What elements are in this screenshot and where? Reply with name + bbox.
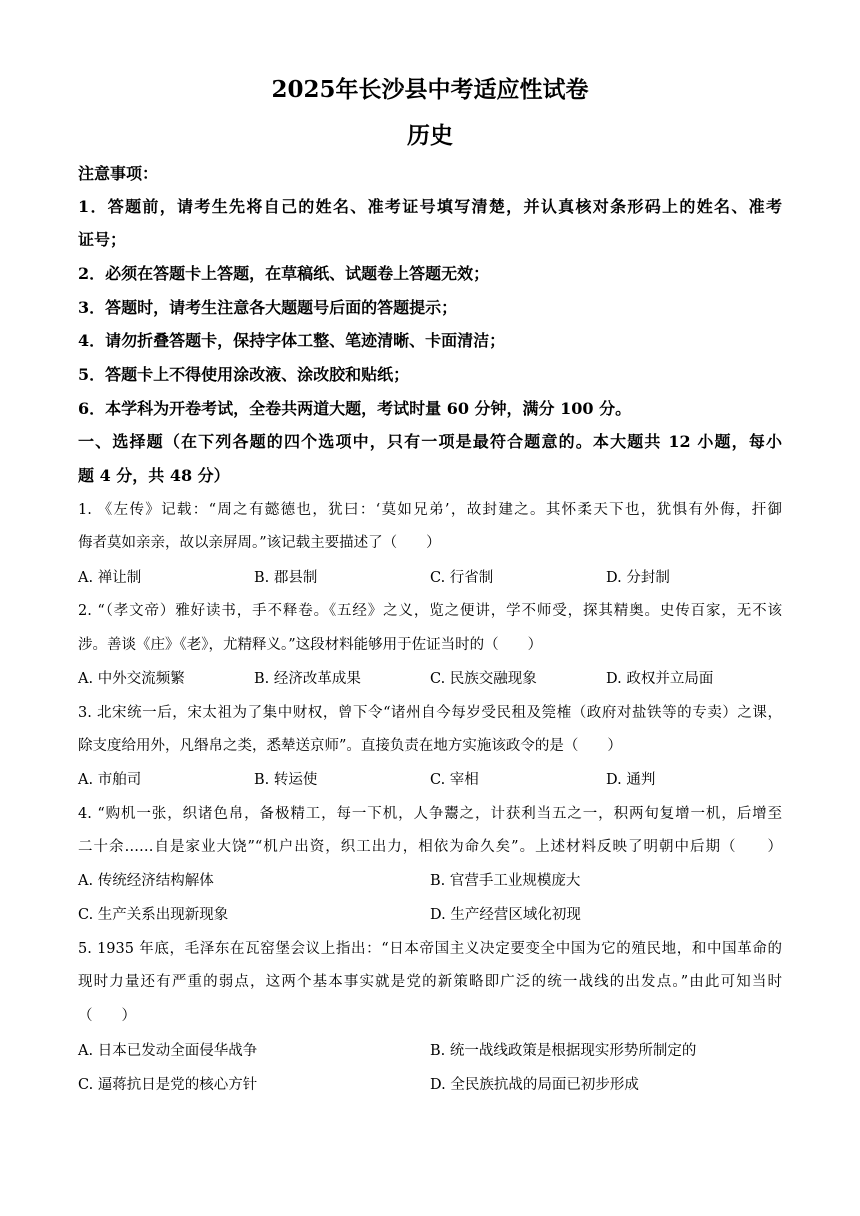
question-2-text: 2. “（孝文帝）雅好读书，手不释卷。《五经》之义，览之便讲，学不师受，探其精奥。史传百家，无不该 [78, 603, 782, 619]
notes-item: 1．答题前，请考生先将自己的姓名、准考证号填写清楚，并认真核对条形码上的姓名、准考 [78, 197, 782, 216]
notes-item: 4．请勿折叠答题卡，保持字体工整、笔迹清晰、卡面清洁； [78, 331, 506, 350]
question-1-option-c: C. 行省制 [430, 570, 494, 586]
notes-item: 5．答题卡上不得使用涂改液、涂改胶和贴纸； [78, 365, 410, 384]
question-1-text: 1. 《左传》记载：“周之有懿德也，犹曰：‘莫如兄弟’，故封建之。其怀柔天下也，犹惧有外侮，扞御 [78, 502, 782, 518]
question-2-option-c: C. 民族交融现象 [430, 671, 537, 687]
question-1-option-d: D. 分封制 [606, 570, 670, 586]
question-4-option-c: C. 生产关系出现新现象 [78, 907, 229, 923]
question-5-option-a: A. 日本已发动全面侵华战争 [78, 1043, 258, 1059]
notes-item: 3．答题时，请考生注意各大题题号后面的答题提示； [78, 298, 458, 317]
question-4-text: 4. “购机一张，织诸色帛，备极精工，每一下机，人争鬻之，计获利当五之一，积两旬复增一机，后增至 [78, 806, 782, 822]
notes-item: 2．必须在答题卡上答题，在草稿纸、试题卷上答题无效； [78, 264, 490, 283]
question-4-option-b: B. 官营手工业规模庞大 [430, 873, 581, 889]
question-4-option-a: A. 传统经济结构解体 [78, 873, 214, 889]
question-1-text: 侮者莫如亲亲，故以亲屏周。”该记载主要描述了（ ） [78, 535, 441, 551]
section-heading: 一、选择题（在下列各题的四个选项中，只有一项是最符合题意的。本大题共 12 小题，每小 [78, 432, 782, 451]
section-heading-cont: 题 4 分，共 48 分） [78, 466, 230, 485]
question-1-option-b: B. 郡县制 [254, 570, 318, 586]
question-5-option-c: C. 逼蒋抗日是党的核心方针 [78, 1077, 258, 1093]
exam-title: 2025年长沙县中考适应性试卷 [271, 76, 589, 103]
question-3-option-d: D. 通判 [606, 772, 656, 788]
notes-heading: 注意事项： [78, 164, 159, 183]
question-1-option-a: A. 禅让制 [78, 570, 142, 586]
notes-item: 6．本学科为开卷考试，全卷共两道大题，考试时量 60 分钟，满分 100 分。 [78, 399, 632, 418]
notes-item: 证号； [78, 230, 127, 249]
question-3-option-b: B. 转运使 [254, 772, 318, 788]
question-3-text: 3. 北宋统一后，宋太祖为了集中财权，曾下令“诸州自今每岁受民租及筦榷（政府对盐铁等的专卖）之课， [78, 705, 782, 721]
question-5-option-b: B. 统一战线政策是根据现实形势所制定的 [430, 1043, 697, 1059]
question-5-option-d: D. 全民族抗战的局面已初步形成 [430, 1077, 639, 1093]
subject-title: 历史 [407, 122, 453, 149]
question-2-option-d: D. 政权并立局面 [606, 671, 714, 687]
question-5-text: （ ） [78, 1008, 136, 1024]
question-4-text: 二十余……自是家业大饶”“机户出资，织工出力，相依为命久矣”。上述材料反映了明朝中后期（ ） [78, 839, 782, 855]
question-2-option-a: A. 中外交流频繁 [78, 671, 185, 687]
question-2-text: 涉。善谈《庄》《老》，尤精释义。”这段材料能够用于佐证当时的（ ） [78, 637, 543, 653]
question-3-text: 除支度给用外，凡缗帛之类，悉辇送京师”。直接负责在地方实施该政令的是（ ） [78, 738, 622, 754]
question-3-option-a: A. 市舶司 [78, 772, 142, 788]
question-5-text: 5. 1935 年底，毛泽东在瓦窑堡会议上指出：“日本帝国主义决定要变全中国为它的殖民地，和中国革命的 [78, 941, 782, 957]
question-4-option-d: D. 生产经营区域化初现 [430, 907, 581, 923]
question-3-option-c: C. 宰相 [430, 772, 479, 788]
question-2-option-b: B. 经济改革成果 [254, 671, 361, 687]
question-5-text: 现时力量还有严重的弱点，这两个基本事实就是党的新策略即广泛的统一战线的出发点。”由此可知当时 [78, 974, 782, 990]
